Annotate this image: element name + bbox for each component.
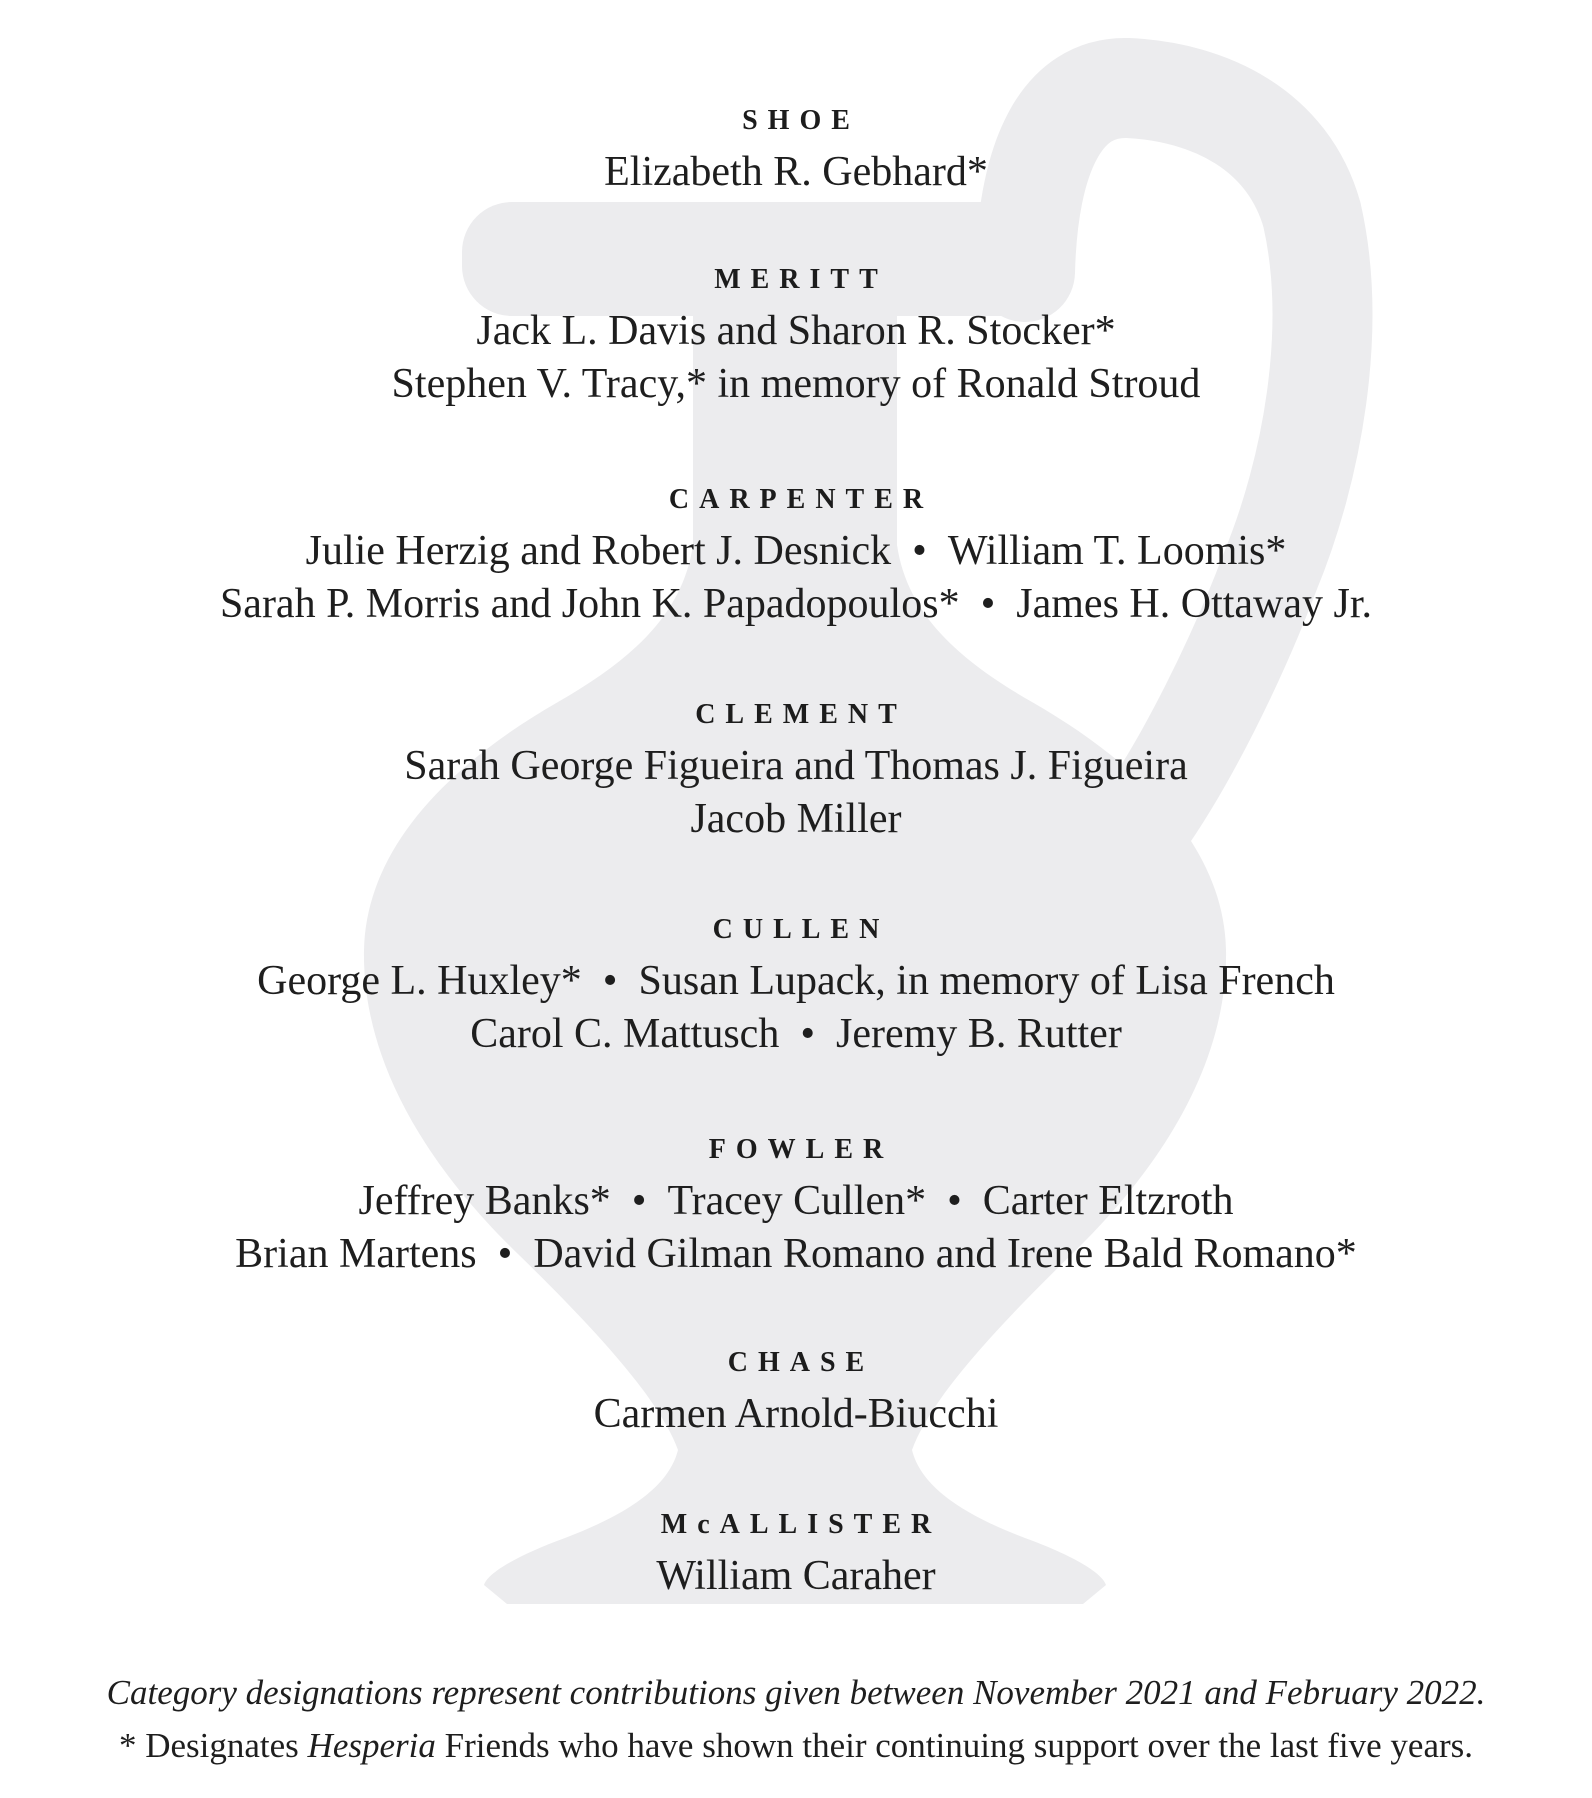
donor-line: Jack L. Davis and Sharon R. Stocker* <box>476 308 1116 354</box>
donor-line: Stephen V. Tracy,* in memory of Ronald Stroud <box>391 361 1201 407</box>
category-title-fowler: FOWLER <box>708 1134 894 1165</box>
category-title-mcallister: McALLISTER <box>660 1509 942 1540</box>
donor-line: Jacob Miller <box>690 796 902 842</box>
footnote-asterisk-designation <box>0 1723 1592 1769</box>
category-title-shoe: SHOE <box>742 105 860 136</box>
donor-line: Carmen Arnold-Biucchi <box>593 1391 999 1437</box>
donor-line: Elizabeth R. Gebhard* <box>604 149 988 195</box>
category-title-cullen: CULLEN <box>712 914 890 945</box>
donor-section-meritt <box>0 263 1592 411</box>
footnote-journal-name: Hesperia <box>307 1726 436 1765</box>
category-title-carpenter: CARPENTER <box>668 484 934 515</box>
donor-section-clement <box>0 698 1592 846</box>
donor-line: George L. Huxley* • Susan Lupack, in memory of Lisa French <box>257 958 1335 1004</box>
category-title-chase: CHASE <box>727 1347 875 1378</box>
donor-line: William Caraher <box>656 1553 936 1599</box>
donor-section-chase <box>0 1346 1592 1441</box>
donor-section-carpenter <box>0 483 1592 631</box>
donor-section-mcallister <box>0 1508 1592 1603</box>
donor-line: Brian Martens • David Gilman Romano and Irene Bald Romano* <box>235 1231 1357 1277</box>
donor-line: Carol C. Mattusch • Jeremy B. Rutter <box>470 1011 1122 1057</box>
category-title-meritt: MERITT <box>714 264 888 295</box>
category-title-clement: CLEMENT <box>695 699 907 730</box>
footnote-category-designations: Category designations represent contributions given between November 2021 and February 2022. <box>106 1673 1486 1712</box>
donor-section-fowler <box>0 1133 1592 1281</box>
donor-section-cullen <box>0 913 1592 1061</box>
donor-line: Jeffrey Banks* • Tracey Cullen* • Carter Eltzroth <box>358 1178 1234 1224</box>
footnote-suffix: Friends who have shown their continuing support over the last five years. <box>435 1726 1474 1765</box>
donor-line: Julie Herzig and Robert J. Desnick • William T. Loomis* <box>305 528 1287 574</box>
donor-section-shoe <box>0 104 1592 199</box>
donor-line: Sarah P. Morris and John K. Papadopoulos* • James H. Ottaway Jr. <box>219 581 1373 627</box>
donor-line: Sarah George Figueira and Thomas J. Figueira <box>404 743 1188 789</box>
footnote-prefix: * Designates <box>118 1726 308 1765</box>
